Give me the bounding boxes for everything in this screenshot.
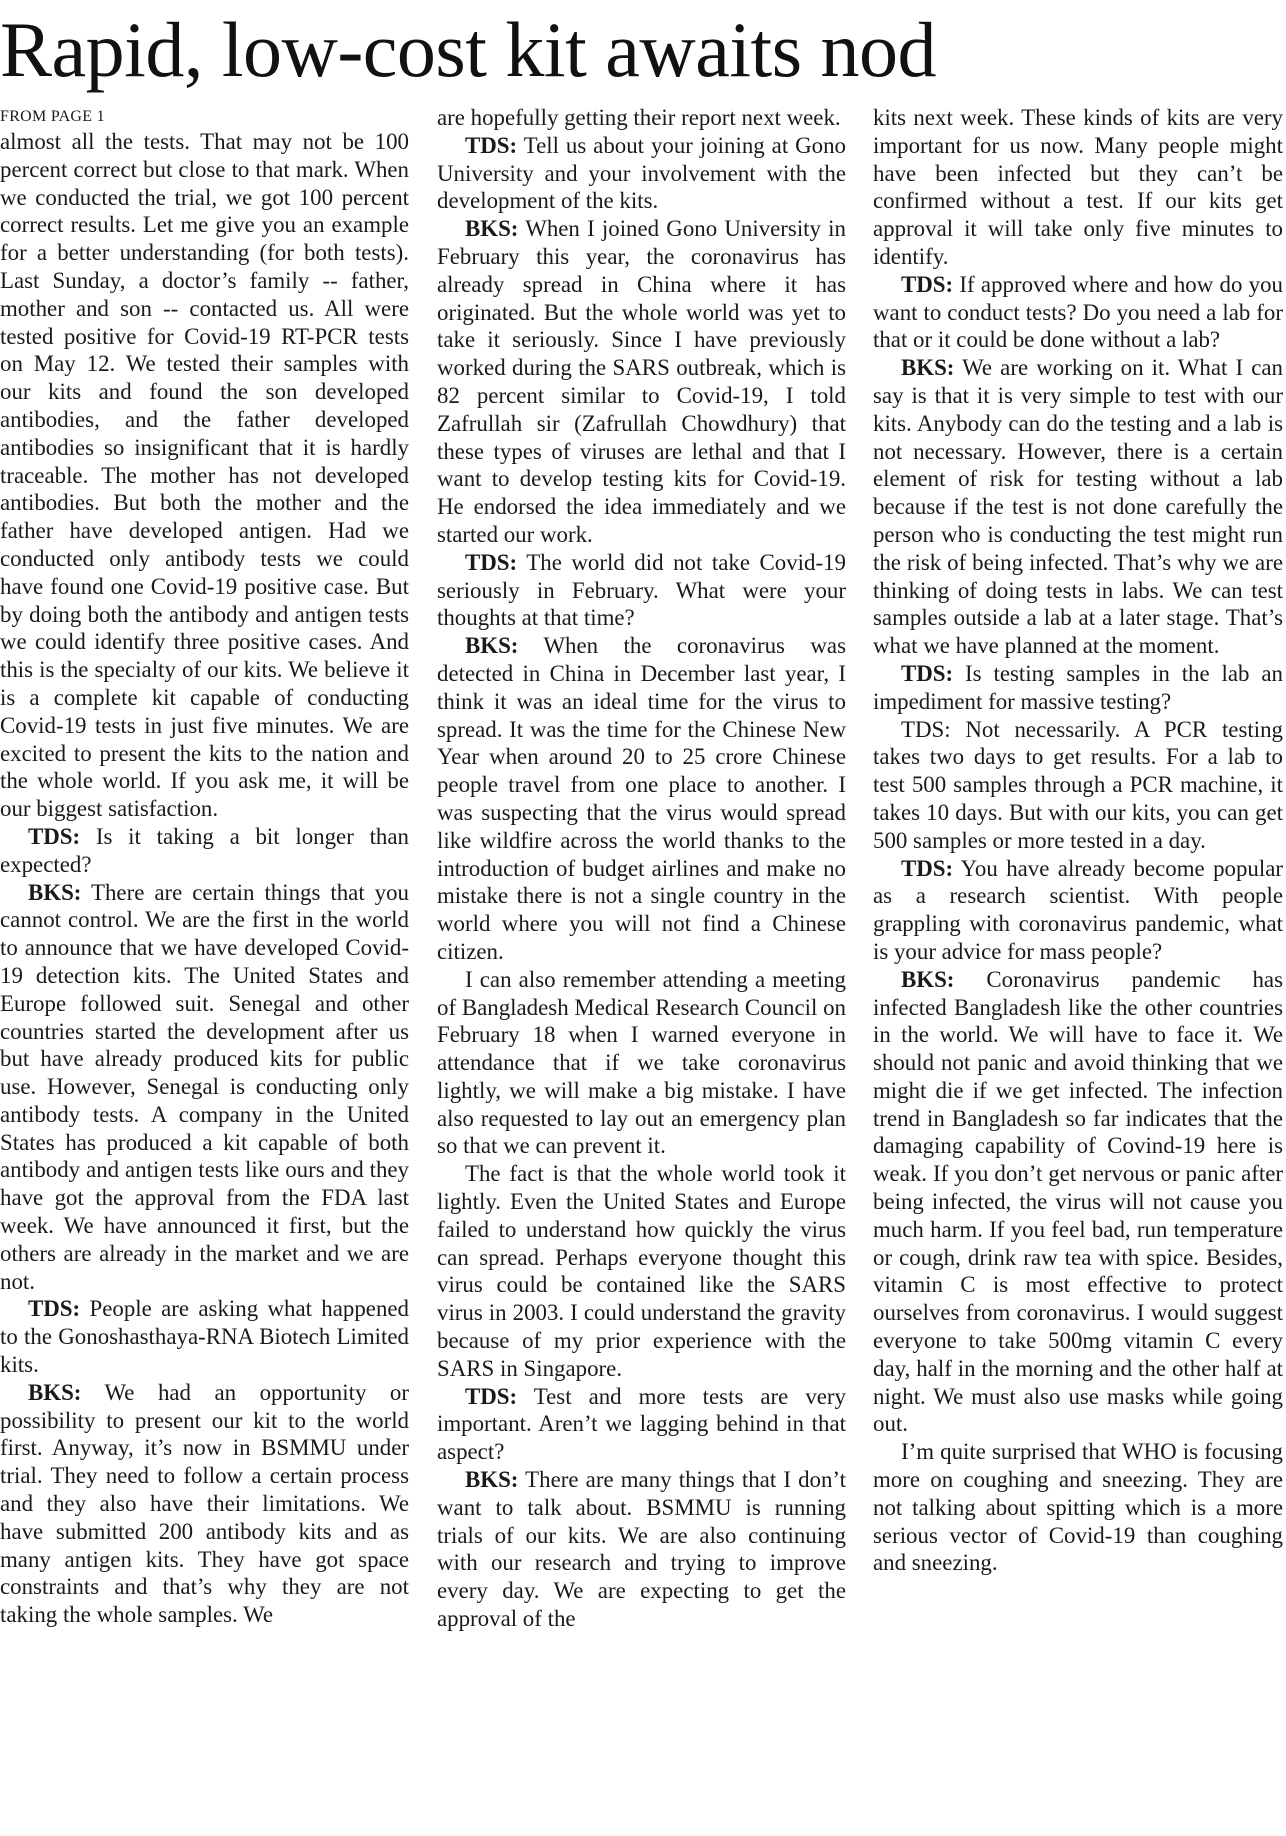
paragraph: TDS: Is testing samples in the lab an impediment for massive testing? xyxy=(873,660,1283,714)
speaker-label: BKS: xyxy=(28,1379,82,1405)
paragraph: I’m quite surprised that WHO is focusing more on coughing and sneezing. They are not talking about spitting which is a more serious vector of Covid-19 than coughing and sneezing. xyxy=(873,1439,1283,1576)
paragraph: TDS: People are asking what happened to the Gonoshasthaya-RNA Biotech Limited kits. xyxy=(0,1296,409,1378)
speaker-label: BKS: xyxy=(901,966,955,992)
paragraph: kits next week. These kinds of kits are very important for us now. Many people might have been infected but they can’t be confirmed without a test. If our kits get approval it will take only five minutes to identify. xyxy=(873,105,1283,269)
paragraph: TDS: If approved where and how do you want to conduct tests? Do you need a lab for that or it could be done without a lab? xyxy=(873,271,1283,353)
speaker-label: TDS: xyxy=(28,1296,81,1322)
paragraph: I can also remember attending a meeting of Bangladesh Medical Research Council on February 18 when I warned everyone in attendance that if we take coronavirus lightly, we will make a big mistake. I have also requested to lay out an emergency plan so that we can prevent it. xyxy=(437,966,846,1159)
paragraph: BKS: We had an opportunity or possibility to present our kit to the world first. Anyway, it’s now in BSMMU under trial. They need to follow a certain process and they also have their limitations. We have submitted 200 antibody kits and as many antigen kits. They have got space constraints and that’s why they are not taking the whole samples. We xyxy=(0,1379,409,1628)
speaker-label: BKS: xyxy=(901,355,955,381)
paragraph: TDS: Is it taking a bit longer than expected? xyxy=(0,823,409,877)
column-3 xyxy=(873,104,1283,1832)
speaker-label: BKS: xyxy=(465,1467,519,1493)
speaker-label: TDS: xyxy=(465,132,518,158)
speaker-label: TDS: xyxy=(901,660,954,686)
paragraph: BKS: There are many things that I don’t want to talk about. BSMMU is running trials of our kits. We are also continuing with our research and trying to improve every day. We are expecting to get the approval of the xyxy=(437,1467,846,1632)
article-body xyxy=(0,104,1286,1832)
speaker-label: BKS: xyxy=(465,633,519,659)
speaker-label: BKS: xyxy=(465,216,519,242)
paragraph: BKS: When the coronavirus was detected in China in December last year, I think it was an ideal time for the virus to spread. It was the time for the Chinese New Year when around 20 to 25 crore Chinese people travel from one place to another. I was suspecting that the virus would spread like wildfire across the world thanks to the introduction of budget airlines and make no mistake there is not a single country in the world where you will not find a Chinese citizen. xyxy=(437,633,846,964)
paragraph: TDS: The world did not take Covid-19 seriously in February. What were your thoughts at that time? xyxy=(437,549,846,631)
paragraph: BKS: There are certain things that you cannot control. We are the first in the world to announce that we have developed Covid-19 detection kits. The United States and Europe followed suit. Senegal and other countries started the development after us but have already produced kits for public use. However, Senegal is conducting only antibody tests. A company in the United States has produced a kit capable of both antibody and antigen tests like ours and they have got the approval from the FDA last week. We have announced it first, but the others are already in the market and we are not. xyxy=(0,879,409,1294)
paragraph: almost all the tests. That may not be 100 percent correct but close to that mark. When we conducted the trial, we got 100 percent correct results. Let me give you an example for a better understanding (for both tests). Last Sunday, a doctor’s family -- father, mother and son -- contacted us. All were tested positive for Covid-19 RT-PCR tests on May 12. We tested their samples with our kits and found the son developed antibodies, and the father developed antibodies so insignificant that it is hardly traceable. The mother has not developed antibodies. But both the mother and the father have developed antigen. Had we conducted only antibody tests we could have found one Covid-19 positive case. But by doing both the antibody and antigen tests we could identify three positive cases. And this is the specialty of our kits. We believe it is a complete kit capable of conducting Covid-19 tests in just five minutes. We are excited to present the kits to the nation and the whole world. If you ask me, it will be our biggest satisfaction. xyxy=(0,129,409,822)
speaker-label: BKS: xyxy=(28,879,82,905)
column-1 xyxy=(0,104,409,1832)
speaker-label: TDS: xyxy=(465,1383,518,1409)
speaker-label: TDS: xyxy=(901,855,954,881)
paragraph: TDS: Tell us about your joining at Gono University and your involvement with the development of the kits. xyxy=(437,132,846,214)
paragraph: TDS: You have already become popular as a research scientist. With people grappling with coronavirus pandemic, what is your advice for mass people? xyxy=(873,855,1283,964)
column-2 xyxy=(437,104,846,1832)
paragraph: are hopefully getting their report next week. xyxy=(437,105,841,130)
speaker-label: TDS: xyxy=(465,549,518,575)
paragraph: TDS: Test and more tests are very important. Aren’t we lagging behind in that aspect? xyxy=(437,1383,846,1465)
continuation-kicker: FROM PAGE 1 xyxy=(0,108,105,125)
paragraph: The fact is that the whole world took it lightly. Even the United States and Europe failed to understand how quickly the virus can spread. Perhaps everyone thought this virus could be contained like the SARS virus in 2003. I could understand the gravity because of my prior experience with the SARS in Singapore. xyxy=(437,1161,846,1381)
speaker-label: TDS: xyxy=(901,271,954,297)
speaker-label: TDS: xyxy=(28,823,81,849)
headline: Rapid, low-cost kit awaits nod xyxy=(0,6,937,93)
paragraph: BKS: Coronavirus pandemic has infected Bangladesh like the other countries in the world. We will have to face it. We should not panic and avoid thinking that we might die if we get infected. The infection trend in Bangladesh so far indicates that the damaging capability of Covind-19 here is weak. If you don’t get nervous or panic after being infected, the virus will not cause you much harm. If you feel bad, run temperature or cough, drink raw tea with spice. Besides, vitamin C is most effective to protect ourselves from coronavirus. I would suggest everyone to take 500mg vitamin C every day, half in the morning and the other half at night. We must also use masks while going out. xyxy=(873,966,1283,1437)
paragraph: BKS: We are working on it. What I can say is that it is very simple to test with our kits. Anybody can do the testing and a lab is not necessary. However, there is a certain element of risk for testing without a lab because if the test is not done carefully the person who is conducting the test might run the risk of being infected. That’s why we are thinking of doing tests in labs. We can test samples outside a lab at a later stage. That’s what we have planned at the moment. xyxy=(873,355,1283,659)
paragraph: TDS: Not necessarily. A PCR testing takes two days to get results. For a lab to test 500 samples through a PCR machine, it takes 10 days. But with our kits, you can get 500 samples or more tested in a day. xyxy=(873,716,1283,853)
paragraph: BKS: When I joined Gono University in February this year, the coronavirus has already spread in China where it has originated. But the whole world was yet to take it seriously. Since I have previously worked during the SARS outbreak, which is 82 percent similar to Covid-19, I told Zafrullah sir (Zafrullah Chowdhury) that these types of viruses are lethal and that I want to develop testing kits for Covid-19. He endorsed the idea immediately and we started our work. xyxy=(437,216,846,547)
